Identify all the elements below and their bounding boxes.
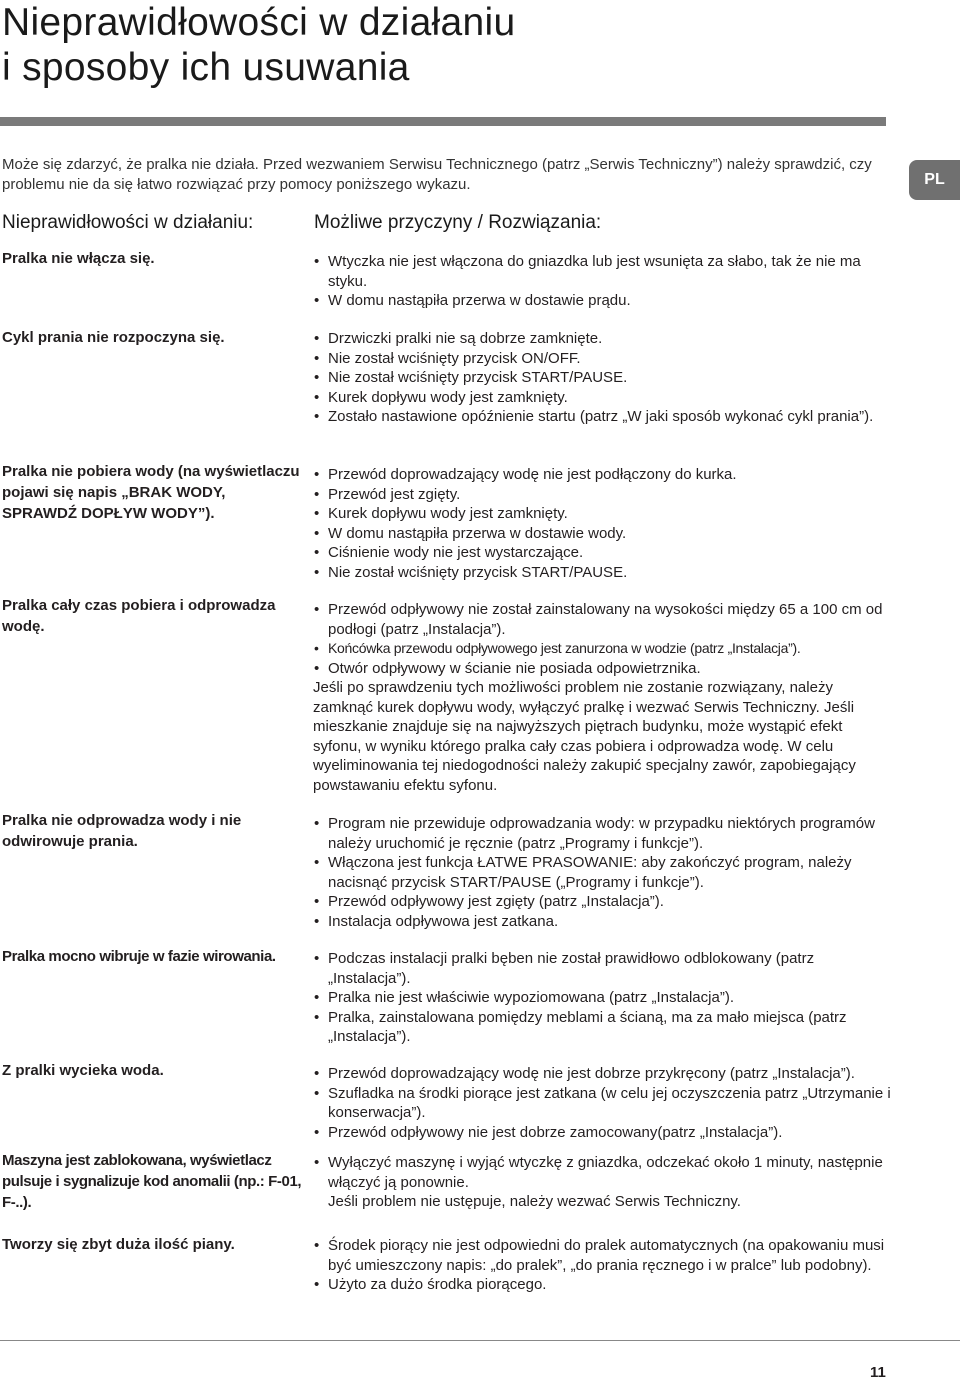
problem-label: Pralka nie pobiera wody (na wyświetlaczu pojawi się napis „BRAK WODY, SPRAWDŹ DOPŁYW WODY”).	[2, 463, 300, 522]
solution-item: • Włączona jest funkcja ŁATWE PRASOWANIE: aby zakończyć program, należy nacisnąć przycisk START/PAUSE („Programy i funkcje”).	[313, 853, 893, 892]
solution-item: • Przewód odpływowy nie został zainstalowany na wysokości między 65 a 100 cm od podłogi (patrz „Instalacja”).	[313, 600, 893, 639]
solution-item: • Pralka, zainstalowana pomiędzy meblami a ścianą, ma za mało miejsca (patrz „Instalacja”).	[313, 1008, 893, 1047]
solution-item: • Program nie przewiduje odprowadzania wody: w przypadku niektórych programów należy uruchomić je ręcznie (patrz „Programy i funkcje”).	[313, 814, 893, 853]
solution-item: • Przewód jest zgięty.	[313, 485, 893, 505]
page-number: 11	[870, 1364, 886, 1381]
page-title-line-1: Nieprawidłowości w działaniu	[2, 1, 516, 44]
solution-note: Jeśli po sprawdzeniu tych możliwości problem nie zostanie rozwiązany, należy zamknąć kurek dopływu wody, wyłączyć pralkę i wezwać Serwis Techniczny. Jeśli mieszkanie znajduje się na najwyższych piętrach budynku, może wystąpić efekt syfonu, w wyniku którego pralka cały czas pobiera i odprowadza wodę. W celu wyeliminowania tej niedogodności należy zakupić specjalny zawór, zapobiegający powstawaniu efektu syfonu.	[313, 679, 856, 794]
solution-item: • Podczas instalacji pralki bęben nie został prawidłowo odblokowany (patrz „Instalacja”).	[313, 949, 893, 988]
solution-item: • Szufladka na środki piorące jest zatkana (w celu jej oczyszczenia patrz „Utrzymanie i konserwacja”).	[313, 1084, 893, 1123]
solution-item: • Użyto za dużo środka piorącego.	[313, 1275, 893, 1295]
intro-paragraph: Może się zdarzyć, że pralka nie działa. Przed wezwaniem Serwisu Technicznego (patrz „Serwis Techniczny”) należy sprawdzić, czy problemu nie da się łatwo rozwiązać przy pomocy poniższego wykazu.	[2, 156, 872, 193]
solution-item: • Wyłączyć maszynę i wyjąć wtyczkę z gniazdka, odczekać około 1 minuty, następnie włączyć ją ponownie.	[313, 1153, 893, 1192]
solutions-block	[313, 252, 893, 311]
solution-item: • Kurek dopływu wody jest zamknięty.	[313, 504, 893, 524]
problem-label: Maszyna jest zablokowana, wyświetlacz pulsuje i sygnalizuje kod anomalii (np.: F-01, F-..).	[2, 1152, 302, 1211]
page-title	[2, 0, 515, 90]
solution-item: • Przewód odpływowy jest zgięty (patrz „Instalacja”).	[313, 892, 893, 912]
solutions-block	[313, 814, 893, 931]
solution-item: • W domu nastąpiła przerwa w dostawie wody.	[313, 524, 893, 544]
solutions-block	[313, 600, 893, 795]
solution-item: • Końcówka przewodu odpływowego jest zanurzona w wodzie (patrz „Instalacja”).	[313, 639, 893, 659]
solution-item: • Przewód doprowadzający wodę nie jest dobrze przykręcony (patrz „Instalacja”).	[313, 1064, 893, 1084]
problem-label: Pralka nie odprowadza wody i nie odwirowuje prania.	[2, 812, 242, 850]
solutions-column-heading: Możliwe przyczyny / Rozwiązania:	[314, 212, 602, 233]
problem-label: Cykl prania nie rozpoczyna się.	[2, 329, 225, 346]
solutions-block	[313, 1236, 893, 1295]
solution-item: • W domu nastąpiła przerwa w dostawie prądu.	[313, 291, 893, 311]
solution-item: • Kurek dopływu wody jest zamknięty.	[313, 388, 893, 408]
solution-item: • Przewód odpływowy nie jest dobrze zamocowany(patrz „Instalacja”).	[313, 1123, 893, 1143]
solution-item: • Instalacja odpływowa jest zatkana.	[313, 912, 893, 932]
solution-note: Jeśli problem nie ustępuje, należy wezwać Serwis Techniczny.	[328, 1193, 741, 1210]
solution-item: • Wtyczka nie jest włączona do gniazdka lub jest wsunięta za słabo, tak że nie ma styku.	[313, 252, 893, 291]
solution-item: • Nie został wciśnięty przycisk START/PAUSE.	[313, 368, 893, 388]
problem-label: Pralka cały czas pobiera i odprowadza wodę.	[2, 597, 276, 635]
language-tab-badge: PL	[909, 160, 960, 200]
footer-divider	[0, 1340, 960, 1341]
solution-item: • Drzwiczki pralki nie są dobrze zamknięte.	[313, 329, 893, 349]
solution-item: • Nie został wciśnięty przycisk ON/OFF.	[313, 349, 893, 369]
solution-item: • Przewód doprowadzający wodę nie jest podłączony do kurka.	[313, 465, 893, 485]
problem-label: Z pralki wycieka woda.	[2, 1062, 164, 1079]
solution-item: • Ciśnienie wody nie jest wystarczające.	[313, 543, 893, 563]
problem-label: Tworzy się zbyt duża ilość piany.	[2, 1236, 235, 1253]
title-divider	[0, 117, 886, 126]
solutions-block	[313, 949, 893, 1047]
solutions-block	[313, 465, 893, 582]
solution-item: • Nie został wciśnięty przycisk START/PAUSE.	[313, 563, 893, 583]
solutions-block	[313, 1153, 893, 1212]
page-title-line-2: i sposoby ich usuwania	[2, 46, 410, 89]
problem-label: Pralka mocno wibruje w fazie wirowania.	[2, 948, 276, 965]
solution-item: • Środek piorący nie jest odpowiedni do pralek automatycznych (na opakowaniu musi być umieszczony napis: „do pralek”, „do prania ręcznego i w pralce” lub podobny).	[313, 1236, 893, 1275]
solution-item: • Otwór odpływowy w ścianie nie posiada odpowietrznika.	[313, 659, 893, 679]
problems-column-heading: Nieprawidłowości w działaniu:	[2, 212, 254, 233]
solutions-block	[313, 329, 893, 427]
problem-label: Pralka nie włącza się.	[2, 250, 155, 267]
solutions-block	[313, 1064, 893, 1142]
solution-item: • Zostało nastawione opóźnienie startu (patrz „W jaki sposób wykonać cykl prania”).	[313, 407, 893, 427]
solution-item: • Pralka nie jest właściwie wypoziomowana (patrz „Instalacja”).	[313, 988, 893, 1008]
